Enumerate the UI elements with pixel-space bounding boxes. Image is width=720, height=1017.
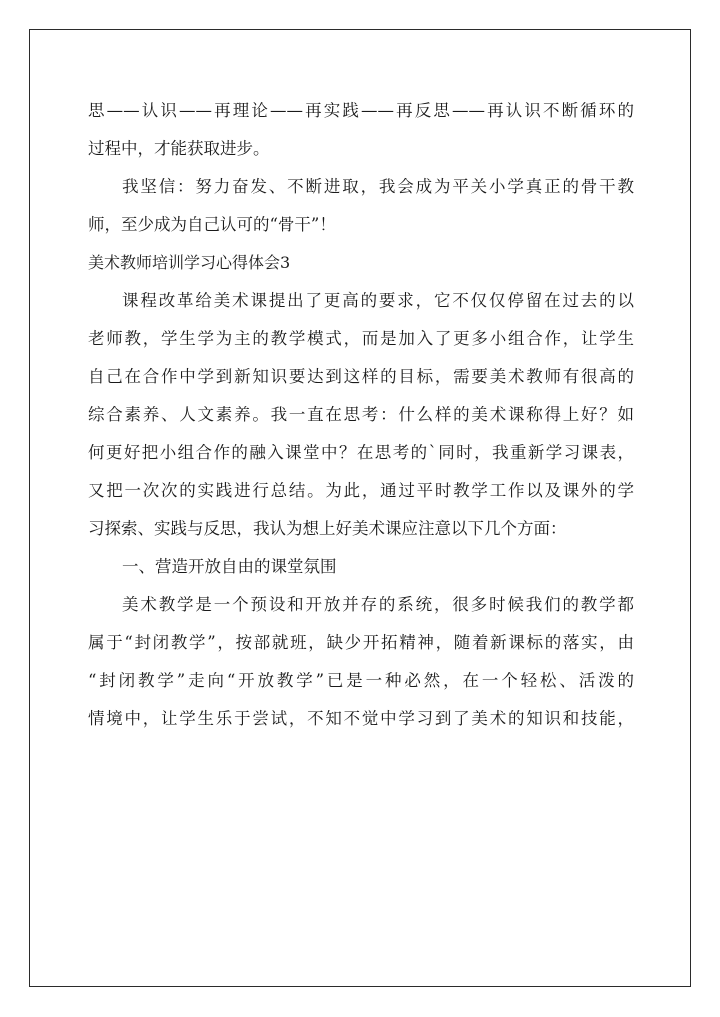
text-line: 属于“封闭教学”，按部就班，缺少开拓精神，随着新课标的落实，由	[88, 633, 634, 652]
text-line: 情境中，让学生乐于尝试，不知不觉中学习到了美术的知识和技能，	[88, 709, 634, 728]
text-line: 何更好把小组合作的融入课堂中？在思考的`同时，我重新学习课表，	[88, 443, 634, 462]
paragraph	[88, 282, 634, 548]
text-line: 思——认识——再理论——再实践——再反思——再认识不断循环的	[88, 101, 634, 120]
section-title: 美术教师培训学习心得体会3	[88, 253, 291, 272]
document-body	[88, 92, 634, 738]
text-line: 又把一次次的实践进行总结。为此，通过平时教学工作以及课外的学	[88, 481, 634, 500]
text-line: 过程中，才能获取进步。	[88, 139, 270, 158]
paragraph	[88, 586, 634, 738]
subheading: 一、营造开放自由的课堂氛围	[122, 557, 337, 576]
text-line: 美术教学是一个预设和开放并存的系统，很多时候我们的教学都	[122, 595, 634, 614]
text-line: 综合素养、人文素养。我一直在思考：什么样的美术课称得上好？如	[88, 405, 634, 424]
text-line: 习探索、实践与反思，我认为想上好美术课应注意以下几个方面：	[88, 519, 567, 538]
text-line: 课程改革给美术课提出了更高的要求，它不仅仅停留在过去的以	[122, 291, 634, 310]
paragraph	[88, 92, 634, 168]
text-line: 自己在合作中学到新知识要达到这样的目标，需要美术教师有很高的	[88, 367, 634, 386]
text-line: 我坚信：努力奋发、不断进取，我会成为平关小学真正的骨干教	[122, 177, 634, 196]
text-line: 老师教，学生学为主的教学模式，而是加入了更多小组合作，让学生	[88, 329, 634, 348]
text-line: “封闭教学”走向“开放教学”已是一种必然，在一个轻松、活泼的	[88, 671, 634, 690]
paragraph	[88, 168, 634, 244]
text-line: 师，至少成为自己认可的“骨干”！	[88, 215, 336, 234]
